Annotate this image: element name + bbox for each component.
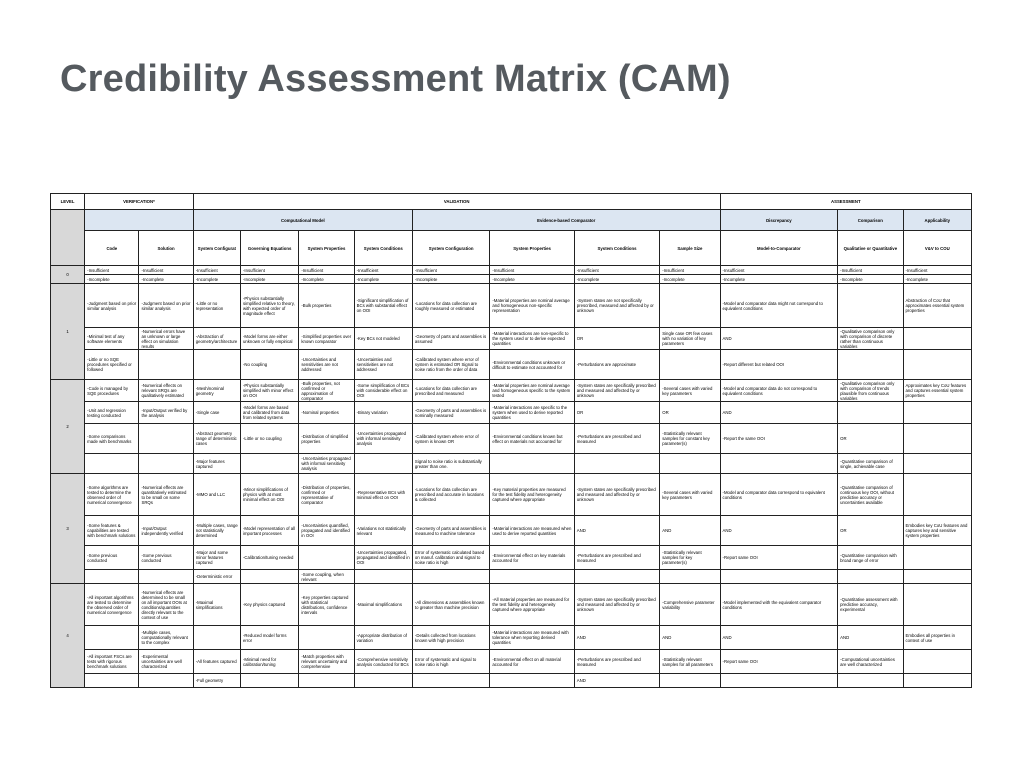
header-discrepancy: Discrepancy xyxy=(720,210,838,231)
level-2-row xyxy=(51,454,972,474)
cell xyxy=(720,570,838,584)
cell: -Representative BCs with minimal effect on OOI xyxy=(354,474,412,516)
cell: -Insufficient xyxy=(660,266,720,275)
level-2-row xyxy=(51,402,972,424)
cell: -System states are specifically prescribed and measured and affected by or unknown xyxy=(574,474,659,516)
cell: -Minor simplifications of physics with at most minimal effect on OOI xyxy=(241,474,299,516)
cell xyxy=(903,570,971,584)
cell xyxy=(903,424,971,454)
cell: Error of systematic calculated based on manuf. calibration and signal to noise ratio is high xyxy=(412,546,489,570)
cell xyxy=(903,402,971,424)
cell: -Appropriate distribution of variation xyxy=(354,626,412,650)
cell: -Perturbations are prescribed and measured xyxy=(574,650,659,674)
cell: -Input/Output verified by the analysis xyxy=(139,402,193,424)
cam-matrix xyxy=(50,193,972,745)
cell: -Distribution of properties, confirmed or representative of comparator xyxy=(299,474,354,516)
cell: -Perturbations are prescribed and measured xyxy=(574,546,659,570)
header-row-1 xyxy=(51,194,972,210)
cell: -Judgment based on prior similar analysis xyxy=(139,284,193,328)
header-ev-system-properties: System Properties xyxy=(490,231,574,266)
level-label: 0 xyxy=(51,266,85,284)
cell: -Some algorithms are tested to determine the observed order of numerical convergence xyxy=(85,474,139,516)
cell: -Geometry of parts and assemblies is nominally measured xyxy=(412,402,489,424)
cell: -System states are not specifically prescribed, measured and affected by or unknown xyxy=(574,284,659,328)
cell xyxy=(903,546,971,570)
cell: -Environmental effect on all material accounted for xyxy=(490,650,574,674)
cell: -Experimental uncertainties are well characterized xyxy=(139,650,193,674)
cell xyxy=(903,584,971,626)
header-system-conditions: System Conditions xyxy=(354,231,412,266)
cell: -Calibrated system where error of system is estimated OR Signal to noise ratio from the order of data xyxy=(412,350,489,380)
cell: -Abstract geometry range of deterministic cases xyxy=(193,424,240,454)
cell: -Uncertainties propagated with informal sensitivity analysis xyxy=(299,454,354,474)
cell: -Report the same OOI xyxy=(720,424,838,454)
cell xyxy=(574,454,659,474)
level-4-row xyxy=(51,650,972,674)
cell: -Incomplete xyxy=(193,275,240,284)
level-1-row xyxy=(51,350,972,380)
cell: -Maximal simplifications xyxy=(193,584,240,626)
cell: OR xyxy=(574,402,659,424)
cell: -Environmental conditions unknown or difficult to estimate not accounted for xyxy=(490,350,574,380)
header-validation: VALIDATION xyxy=(193,194,720,210)
cam-table xyxy=(50,193,972,688)
cell: AND xyxy=(574,626,659,650)
cell: -Comprehensive parameter variability xyxy=(660,584,720,626)
cell: Single case OR few cases with no variation of key parameters xyxy=(660,328,720,350)
cell: -Abstraction of geometry/architecture xyxy=(193,328,240,350)
cell xyxy=(354,454,412,474)
cell xyxy=(660,674,720,688)
cell: -Material properties are nominal average and homogeneous non-specific representation xyxy=(490,284,574,328)
cell: -Numerical errors have an unknown or large effect on simulation results xyxy=(139,328,193,350)
cell: -Incomplete xyxy=(660,275,720,284)
level-1-row xyxy=(51,284,972,328)
cell: -Uncertainties and sensitivities are not addressed xyxy=(299,350,354,380)
cell: -Several cases with varied key parameters xyxy=(660,380,720,402)
cell xyxy=(299,674,354,688)
cell: -Calibrated system where error of system is known OR xyxy=(412,424,489,454)
header-row-2 xyxy=(51,210,972,231)
header-ev-system-configuration: System Configuration xyxy=(412,231,489,266)
cell xyxy=(660,350,720,380)
cell: -All dimensions & assemblies known to greater than machine precision xyxy=(412,584,489,626)
cell: -Quantitative comparison of single, achievable case xyxy=(838,454,903,474)
cell xyxy=(412,674,489,688)
cell: -Key properties captured with statistical distributions, confidence intervals xyxy=(299,584,354,626)
cell: -Qualitative comparison only with comparison of discrete rather than continuous variables xyxy=(838,328,903,350)
cell: -Incomplete xyxy=(574,275,659,284)
cell xyxy=(139,454,193,474)
cell: Embodies all properties in context of use xyxy=(903,626,971,650)
cell: -Locations for data collection are prescribed and measured xyxy=(412,380,489,402)
cell: Embodies key CoU features and captures key and sensitive system properties xyxy=(903,516,971,546)
cell: -Report same OOI xyxy=(720,650,838,674)
cell: AND xyxy=(574,516,659,546)
header-row-3 xyxy=(51,231,972,266)
cell xyxy=(838,350,903,380)
header-computational-model: Computational Model xyxy=(193,210,412,231)
level-2-row xyxy=(51,380,972,402)
cell xyxy=(139,350,193,380)
header-applicability: Applicability xyxy=(903,210,971,231)
header-evidence-comparator: Evidence-based Comparator xyxy=(412,210,720,231)
cell xyxy=(720,674,838,688)
header-qualitative-quantitative: Qualitative or Quantitative xyxy=(838,231,903,266)
cell: -Material interactions are measured when used to derive reported quantities xyxy=(490,516,574,546)
cell: -Uncertainties propagated, propagated and identified in OOI xyxy=(354,546,412,570)
cell: -Deterministic error xyxy=(193,570,240,584)
level-label: 3 xyxy=(51,474,85,584)
cell: -Model forms are either unknown or fully empirical xyxy=(241,328,299,350)
cell: -Minimal need for calibration/tuning xyxy=(241,650,299,674)
cell: -Incomplete xyxy=(720,275,838,284)
cell: AND xyxy=(720,328,838,350)
cell: -Geometry of parts and assemblies is measured to machine tolerance xyxy=(412,516,489,546)
cell: -All important FSCs are tests with rigorous benchmark solutions xyxy=(85,650,139,674)
cell: -Some previous conducted xyxy=(139,546,193,570)
cell: -Some comparisons made with benchmarks xyxy=(85,424,139,454)
cell xyxy=(490,454,574,474)
cell: -Variations not statistically relevant xyxy=(354,516,412,546)
cell xyxy=(660,284,720,328)
cell: OR xyxy=(574,328,659,350)
cell xyxy=(490,570,574,584)
cell: -Incomplete xyxy=(299,275,354,284)
cell: -Mesh/nominal geometry xyxy=(193,380,240,402)
cell: AND xyxy=(574,674,659,688)
cell: -Major features captured xyxy=(193,454,240,474)
cell: -Model implemented with the equivalent comparator conditions xyxy=(720,584,838,626)
cell: -Little or no coupling xyxy=(241,424,299,454)
cell xyxy=(660,454,720,474)
cell: -Some coupling, when relevant xyxy=(299,570,354,584)
cell: Signal to noise ratio is substantially greater than one. xyxy=(412,454,489,474)
level-label: 2 xyxy=(51,380,85,474)
cell: -Incomplete xyxy=(903,275,971,284)
cell: -Model and comparator data correspond to equivalent conditions xyxy=(720,474,838,516)
cell: -Calibration/tuning needed xyxy=(241,546,299,570)
cell xyxy=(354,570,412,584)
header-governing-equations: Governing Equations xyxy=(241,231,299,266)
cell: -Uncertainties quantified, propagated and identified in OOI xyxy=(299,516,354,546)
header-level: LEVEL xyxy=(51,194,85,210)
cell xyxy=(139,674,193,688)
level-label: 4 xyxy=(51,584,85,688)
cell xyxy=(838,284,903,328)
cell: -Little or no representation xyxy=(193,284,240,328)
header-solution: Solution xyxy=(139,231,193,266)
cell: Abstraction of CoU that approximates essential system properties xyxy=(903,284,971,328)
header-assessment: ASSESSMENT xyxy=(720,194,971,210)
cell: -Model and comparator data do not correspond to equivalent conditions xyxy=(720,380,838,402)
cell: -Material properties are nominal average and homogeneous specific to the system tested xyxy=(490,380,574,402)
cell: -Bulk properties, not confirmed or approximation of comparator xyxy=(299,380,354,402)
cell xyxy=(720,454,838,474)
cell: -Material interactions are non-specific to the system used or to derive expected quantities xyxy=(490,328,574,350)
header-verification-spacer xyxy=(85,210,194,231)
cell: -Key material properties are measured for the test fidelity and heterogeneity captured where appropriate xyxy=(490,474,574,516)
cell: AND xyxy=(720,402,838,424)
header-vv-to-cou: V&V to COU xyxy=(903,231,971,266)
cell xyxy=(85,570,139,584)
cell: -Several cases with varied key parameters xyxy=(660,474,720,516)
level-2-row xyxy=(51,424,972,454)
header-system-configuration: System Configurat xyxy=(193,231,240,266)
cell: -Numerical effects are quantitatively estimated to be small on some SRQs xyxy=(139,474,193,516)
cell: -Locations for data collection are roughly measured or estimated xyxy=(412,284,489,328)
cell: -Nominal properties xyxy=(299,402,354,424)
cell: -Quantitative comparison of continuous key OOI, without predictive accuracy or uncertainties available xyxy=(838,474,903,516)
cell: -No coupling xyxy=(241,350,299,380)
level-3-row xyxy=(51,546,972,570)
cell: -Insufficient xyxy=(574,266,659,275)
cell: AND xyxy=(660,626,720,650)
cell: -Single case xyxy=(193,402,240,424)
level-4-row xyxy=(51,584,972,626)
cell xyxy=(490,674,574,688)
cell: -Locations for data collection are prescribed and accurate in locations & collected xyxy=(412,474,489,516)
cell: -Some simplification of BCs with considerable effect on OOI xyxy=(354,380,412,402)
header-code: Code xyxy=(85,231,139,266)
cell: OR xyxy=(660,402,720,424)
cell: -Reduced model forms error xyxy=(241,626,299,650)
level-3-row xyxy=(51,516,972,546)
cell: Error of systematic and signal to noise ratio is high xyxy=(412,650,489,674)
cell: -Report same OOI xyxy=(720,546,838,570)
cell: -Key physics captured xyxy=(241,584,299,626)
cell: -Model representation of all important processes xyxy=(241,516,299,546)
page-title: Credibility Assessment Matrix (CAM) xyxy=(60,58,731,100)
cell: -Uncertainties and sensitivities are not addressed xyxy=(354,350,412,380)
cell: -Geometry of parts and assemblies is assumed xyxy=(412,328,489,350)
cell: -Perturbations are prescribed and measured xyxy=(574,424,659,454)
cell xyxy=(241,674,299,688)
cell: -Match properties with relevant uncertainty and comprehensive xyxy=(299,650,354,674)
cell: -Multiple cases, range not statistically determined xyxy=(193,516,240,546)
cell: -Some features & capabilities are tested with benchmark solutions xyxy=(85,516,139,546)
cell: -Report different but related OOI xyxy=(720,350,838,380)
header-system-properties: System Properties xyxy=(299,231,354,266)
cell: -Incomplete xyxy=(412,275,489,284)
cell: -All material properties are measured for the test fidelity and heterogeneity captured where appropriate xyxy=(490,584,574,626)
cell: -Computational uncertainties are well characterized xyxy=(838,650,903,674)
cell: -Little or no SQE procedures specified or followed xyxy=(85,350,139,380)
cell: -Insufficient xyxy=(490,266,574,275)
level-label: 1 xyxy=(51,284,85,380)
cell: -Insufficient xyxy=(838,266,903,275)
cell xyxy=(241,570,299,584)
cell: AND xyxy=(720,516,838,546)
cell xyxy=(299,626,354,650)
cell xyxy=(838,570,903,584)
cell: OR xyxy=(838,516,903,546)
cell xyxy=(241,454,299,474)
cell: -Numerical effects on relevant SRQs are qualitatively estimated xyxy=(139,380,193,402)
cell: -Physics substantially simplified relative to theory, with expected order of magnitude effect xyxy=(241,284,299,328)
level-3-row xyxy=(51,474,972,516)
cell: -Incomplete xyxy=(354,275,412,284)
cell: -Insufficient xyxy=(241,266,299,275)
cell xyxy=(85,674,139,688)
cell: -Material interactions are measured with tolerance when reporting derived quantities xyxy=(490,626,574,650)
cell: -Insufficient xyxy=(903,266,971,275)
cell: -Bulk properties xyxy=(299,284,354,328)
cell xyxy=(903,454,971,474)
cell xyxy=(903,674,971,688)
cell: -Perturbations are approximate xyxy=(574,350,659,380)
cell: -All features captured xyxy=(193,650,240,674)
cell: AND xyxy=(838,626,903,650)
cell: -Minimal test of any software elements xyxy=(85,328,139,350)
cell: -Some previous conducted xyxy=(85,546,139,570)
header-level-spacer xyxy=(51,210,85,266)
cell: -Environmental conditions known but effect on materials not accounted for xyxy=(490,424,574,454)
level-4-row xyxy=(51,626,972,650)
cell xyxy=(903,328,971,350)
cell: -All important algorithms are tested to determine the observed order of numerical convergence xyxy=(85,584,139,626)
cell xyxy=(299,546,354,570)
cell: -Uncertainties propagated with informal sensitivity analysis xyxy=(354,424,412,454)
cell: -Simplified properties over known comparator xyxy=(299,328,354,350)
cell: -Key BCs not modeled xyxy=(354,328,412,350)
cell: -Model forms are based and calibrated from data from related systems xyxy=(241,402,299,424)
cell: -Incomplete xyxy=(838,275,903,284)
level-4-row xyxy=(51,674,972,688)
cell xyxy=(139,424,193,454)
cell: -Insufficient xyxy=(412,266,489,275)
level-0-row xyxy=(51,266,972,275)
cell: -Incomplete xyxy=(85,275,139,284)
cell: -Code is managed by SQE procedures xyxy=(85,380,139,402)
cell: -Insufficient xyxy=(85,266,139,275)
header-model-to-comparator: Model-to-Comparator xyxy=(720,231,838,266)
cell xyxy=(903,350,971,380)
header-verification: VERIFICATION* xyxy=(85,194,194,210)
cell: -Distribution of simplified properties xyxy=(299,424,354,454)
cell xyxy=(139,570,193,584)
cell xyxy=(660,570,720,584)
cell: -Physics substantially simplified with minor effect on OOI xyxy=(241,380,299,402)
cell: -Statistically relevant samples for constant key parameter(s) xyxy=(660,424,720,454)
cell xyxy=(85,626,139,650)
level-0-row-b xyxy=(51,275,972,284)
cell xyxy=(838,674,903,688)
cell: -Incomplete xyxy=(490,275,574,284)
cell xyxy=(193,626,240,650)
cell: -Material interactions are specific to the system when used to derive reported quantities xyxy=(490,402,574,424)
cell: -Unit and regression testing conducted xyxy=(85,402,139,424)
cell: -Quantitative assessment with predictive accuracy, experimental xyxy=(838,584,903,626)
cell: Approximates key CoU features and captures essential system properties xyxy=(903,380,971,402)
cell: -Statistically relevant samples for key parameter(s) xyxy=(660,546,720,570)
header-ev-system-conditions: System Conditions xyxy=(574,231,659,266)
cell: -Major and some minor features captured xyxy=(193,546,240,570)
level-1-row xyxy=(51,328,972,350)
cell: -MMO and LLC xyxy=(193,474,240,516)
header-sample-size: Sample Size xyxy=(660,231,720,266)
cell: -Maximal simplifications xyxy=(354,584,412,626)
cell: -Qualitative comparison only with comparison of trends plausible from continuous variables xyxy=(838,380,903,402)
cell: AND xyxy=(720,626,838,650)
cell xyxy=(412,570,489,584)
cell: -Details collected from locations known with high precision xyxy=(412,626,489,650)
cell: AND xyxy=(660,516,720,546)
cell: OR xyxy=(838,424,903,454)
cell: -Numerical effects are determined to be small on all important OOIs at conditions/quantities directly relevant to the context of use xyxy=(139,584,193,626)
cell: -Comprehensive sensitivity analysis conducted for BCs xyxy=(354,650,412,674)
cell: -Insufficient xyxy=(193,266,240,275)
cell: -System states are specifically prescribed and measured and affected by or unknown xyxy=(574,584,659,626)
cell: -Incomplete xyxy=(241,275,299,284)
cell xyxy=(838,402,903,424)
cell: -Significant simplification of BCs with substantial effect on OOI xyxy=(354,284,412,328)
cell: -Multiple cases, computationally relevant to the complex xyxy=(139,626,193,650)
cell xyxy=(903,474,971,516)
cell: -Quantitative comparison with broad range of error xyxy=(838,546,903,570)
cell: -Full geometry xyxy=(193,674,240,688)
cell xyxy=(574,570,659,584)
cell: -System states are specifically prescribed and measured and affected by or unknown xyxy=(574,380,659,402)
cell: -Incomplete xyxy=(139,275,193,284)
cell: -Environmental effect on key materials accounted for xyxy=(490,546,574,570)
cell: -Insufficient xyxy=(354,266,412,275)
header-comparison: Comparison xyxy=(838,210,903,231)
cell xyxy=(193,350,240,380)
cell xyxy=(354,674,412,688)
cell: -Judgment based on prior similar analysis xyxy=(85,284,139,328)
cell: -Binary variation xyxy=(354,402,412,424)
cell: -Model and comparator data might not correspond to equivalent conditions xyxy=(720,284,838,328)
cell: -Insufficient xyxy=(299,266,354,275)
cell: -Insufficient xyxy=(139,266,193,275)
level-3-row xyxy=(51,570,972,584)
cell xyxy=(903,650,971,674)
cell: -Insufficient xyxy=(720,266,838,275)
cell xyxy=(85,454,139,474)
cell: -Statistically relevant samples for all parameters xyxy=(660,650,720,674)
cell: -Input/Output independently verified xyxy=(139,516,193,546)
